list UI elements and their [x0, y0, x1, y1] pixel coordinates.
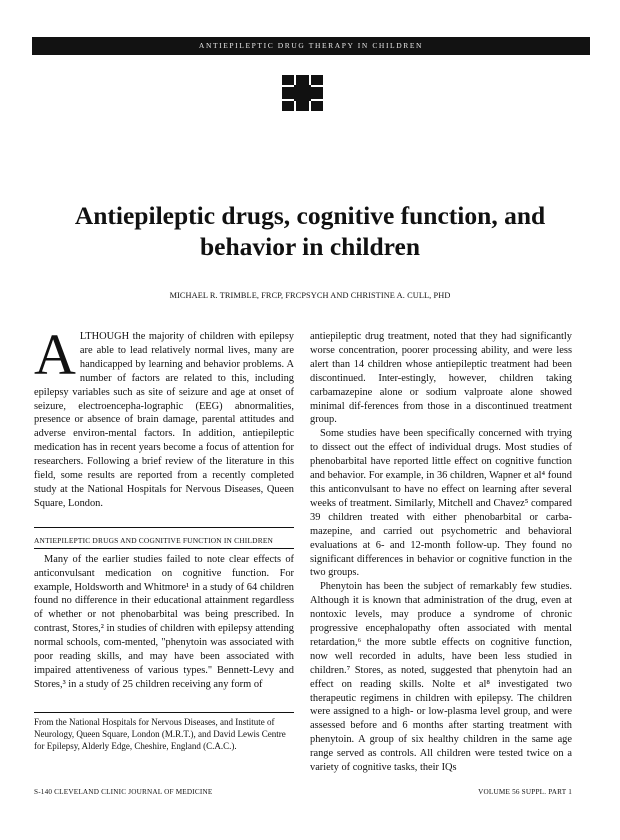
journal-cross-logo-icon	[282, 75, 323, 111]
footnote-rule	[34, 712, 294, 713]
running-head-band	[32, 37, 590, 55]
body-paragraph: Some studies have been specifically concerned with trying to dissect out the effect of individual drugs. Most studies of phenobarbital have reported little effect on cognitive function and behavior. For example, in 36 children, Wapner et al⁴ found this anticonvulsant to have no effect on learning after several weeks of treatment. Similarly, Mitchell and Chavez⁵ compared 39 children treated with either phenobarbital or carba-mazepine, and carried out psychometric and behavioral evaluations at 6- and 12-month follow-up. They found no significant differences in behavior or cognitive function in the two groups.	[310, 428, 572, 579]
page-footer-right: VOLUME 56 SUPPL. PART 1	[478, 788, 572, 796]
page-footer-left: S-140 CLEVELAND CLINIC JOURNAL OF MEDICINE	[34, 788, 213, 796]
body-paragraph: Many of the earlier studies failed to note clear effects of anticonvulsant medication on cognitive function. For example, Holdsworth and Whitmore¹ in a study of 64 children found no difference in their educational attainment regardless of whether or not phenobarbital was being prescribed. In contrast, Stores,² in studies of children with epilepsy attending normal schools, com-mented, "phenytoin was associated with poor reading skills, and may have been associated with impaired attentiveness of various types." Bennett-Levy and Stores,³ in a study of 25 children receiving any form of	[34, 553, 294, 690]
article-authors: MICHAEL R. TRIMBLE, FRCP, FRCPSYCH AND CHRISTINE A. CULL, PHD	[169, 291, 451, 300]
section-rule	[34, 527, 294, 528]
intro-text: LTHOUGH the majority of children with epilepsy are able to lead relatively normal lives, many are handicapped by learning and behavior problems. A number of factors are related to this, including epilepsy variables such as site of seizure and age at onset of seizure, electroencepha-lographic (EEG) abnormalities, presence or absence of brain damage, parental attitudes and adverse environ-mental factors. In addition, antiepileptic medication has in recent years become a focus of attention for researchers. Following a brief review of the literature in this field, some results are reported from a recently completed study at the National Hospitals for Nervous Diseases, Queen Square, London.	[34, 331, 294, 509]
article-title: Antiepileptic drugs, cognitive function, and behavior in children	[74, 201, 546, 261]
running-head: ANTIEPILEPTIC DRUG THERAPY IN CHILDREN	[198, 41, 424, 50]
section-underline	[34, 548, 294, 549]
affiliation-footnote: From the National Hospitals for Nervous Diseases, and Institute of Neurology, Queen Square, London (M.R.T.), and David Lewis Centre for Epilepsy, Alderly Edge, Cheshire, England (C.A.C.).	[34, 717, 286, 751]
section-heading: ANTIEPILEPTIC DRUGS AND COGNITIVE FUNCTION IN CHILDREN	[34, 535, 274, 545]
drop-cap: A	[34, 322, 76, 387]
right-column	[310, 330, 572, 775]
left-column	[34, 322, 294, 692]
body-paragraph: Phenytoin has been the subject of remarkably few studies. Although it is known that administration of the drug, even at nontoxic levels, may produce a syndrome of chronic progressive encephalopathy often associated with mental retardation,⁶ the more subtle effects on cognitive function, now well recorded in adults, have been less studied in children.⁷ Stores, as noted, suggested that phenytoin had an effect on reading skills. Nolte et al⁸ investigated two therapeutic regimens in children with epilepsy. The children were assigned to a high- or low-plasma level group, and were assessed before and 6 months after starting treatment with phenytoin. A group of six healthy children in the same age range served as controls. All children were tested twice on a variety of cognitive tasks, their IQs	[310, 581, 572, 774]
body-paragraph: antiepileptic drug treatment, noted that they had significantly worse concentration, poorer processing ability, and were less alert than 14 children whose antiepileptic treatment had been discontinued. Inter-estingly, however, children taking carbamazepine alone or sodium valproate alone showed minimal dif-ferences from those in a discontinued treatment group.	[310, 331, 572, 426]
intro-paragraph	[34, 322, 294, 511]
